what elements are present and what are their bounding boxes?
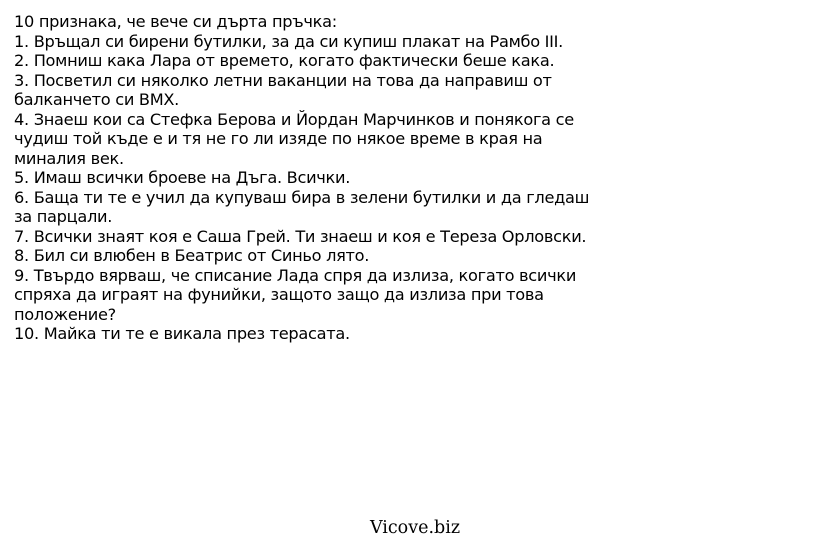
list-item-8: 8. Бил си влюбен в Беатрис от Синьо лято. xyxy=(14,246,370,265)
list-item-10: 10. Майка ти те е викала през терасата. xyxy=(14,324,350,343)
list-item-4: 4. Знаеш кои са Стефка Берова и Йордан Марчинков и понякога се чудиш той къде е и тя не го ли изяде по някое време в края на миналия век. xyxy=(14,109,574,168)
list-item-9: 9. Твърдо вярваш, че списание Лада спря да излиза, когато всички спряха да играят на фунийки, защото защо да излиза при това положение? xyxy=(14,265,577,324)
list-title: 10 признака, че вече си дърта пръчка: xyxy=(14,12,337,31)
joke-list xyxy=(14,12,594,344)
list-item-1: 1. Връщал си бирени бутилки, за да си купиш плакат на Рамбо III. xyxy=(14,31,563,51)
list-item-5: 5. Имаш всички броеве на Дъга. Всички. xyxy=(14,168,351,187)
list-item-7: 7. Всички знаят коя е Саша Грей. Ти знаеш и коя е Тереза Орловски. xyxy=(14,226,587,246)
list-item-3: 3. Посветил си няколко летни ваканции на това да направиш от балканчето си BMX. xyxy=(14,70,552,109)
site-watermark: Vicove.biz xyxy=(369,518,461,538)
list-item-6: 6. Баща ти те е учил да купуваш бира в зелени бутилки и да гледаш за парцали. xyxy=(14,187,590,226)
list-item-2: 2. Помниш кака Лара от времето, когато фактически беше кака. xyxy=(14,51,555,70)
